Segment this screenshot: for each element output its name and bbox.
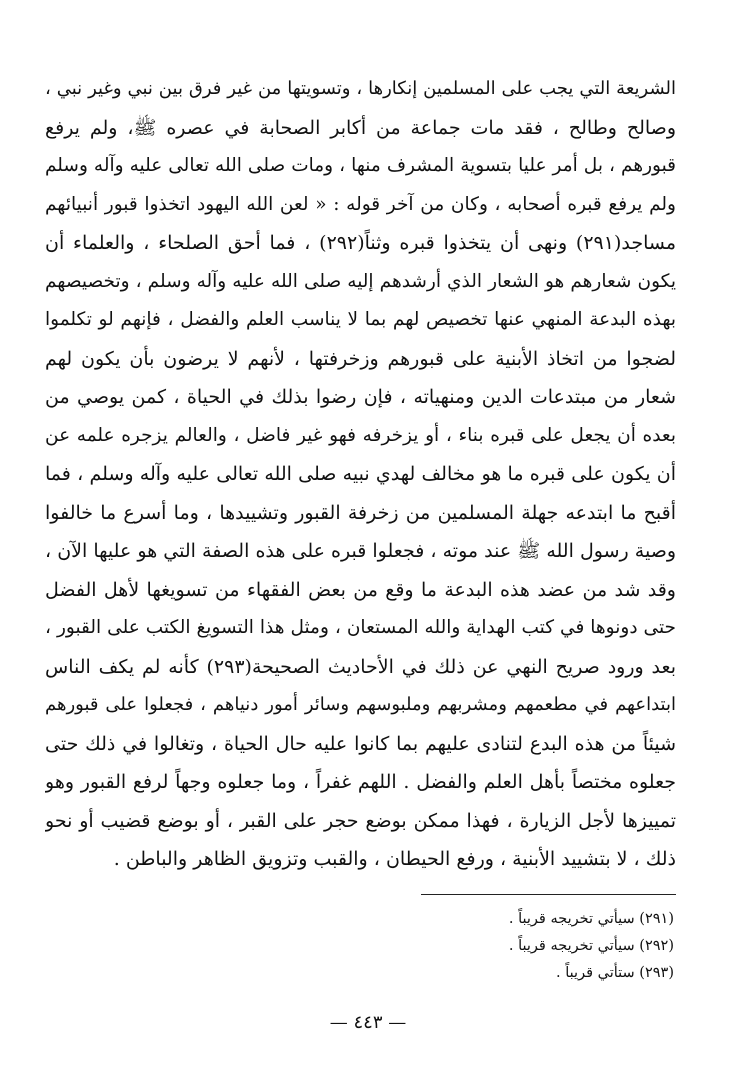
footnote-292: (٢٩٢) سيأتي تخريجه قريباً . bbox=[508, 938, 674, 954]
text-line: يكون شعارهم هو الشعار الذي أرشدهم إليه صلى الله عليه وآله وسلم ، وتخصيصهم bbox=[45, 270, 676, 292]
text-line: قبورهم ، بل أمر عليا بتسوية المشرف منها ، ومات صلى الله تعالى عليه وآله وسلم bbox=[45, 155, 676, 176]
text-line: حتى دونوها في كتب الهداية والله المستعان ، ومثل هذا التسويغ الكتب على القبور ، bbox=[45, 617, 676, 638]
footnote-separator bbox=[421, 894, 676, 895]
text-line: الشريعة التي يجب على المسلمين إنكارها ، وتسويتها من غير فرق بين نبي وغير نبي ، bbox=[45, 78, 676, 99]
text-line: أقبح ما ابتدعه جهلة المسلمين من زخرفة القبور وتشييدها ، وما أسرع ما خالفوا bbox=[45, 501, 676, 524]
footnote-293: (٢٩٣) ستأتي قريباً . bbox=[556, 965, 674, 981]
text-line: بعد ورود صريح النهي عن ذلك في الأحاديث الصحيحة(٢٩٣) كأنه لم يكف الناس bbox=[45, 655, 676, 678]
text-line: تمييزها لأجل الزيارة ، فهذا ممكن بوضع حجر على القبر ، أو بوضع قضيب أو نحو bbox=[45, 809, 676, 832]
text-line: وصالح وطالح ، فقد مات جماعة من أكابر الصحابة في عصره ﷺ، ولم يرفع bbox=[45, 116, 676, 139]
text-line: وقد شد من عضد هذه البدعة ما وقع من بعض الفقهاء من تسويغها لأهل الفضل bbox=[45, 578, 676, 601]
text-line: مساجد(٢٩١) ونهى أن يتخذوا قبره وثناً(٢٩٢) ، فما أحق الصلحاء ، والعلماء أن bbox=[45, 232, 676, 254]
page-number: — ٤٤٣ — bbox=[329, 1012, 407, 1033]
text-line: ابتداعهم في مطعمهم ومشربهم وملبوسهم وسائر أمور دنياهم ، فجعلوا على قبورهم bbox=[45, 694, 676, 715]
text-line: شعار من مبتدعات الدين ومنهياته ، فإن رضوا بذلك في الحياة ، كمن يوصي من bbox=[45, 386, 676, 408]
text-line: بعده أن يجعل على قبره بناء ، أو يزخرفه فهو غير فاضل ، والعالم يزجره علمه عن bbox=[45, 424, 676, 446]
footnotes-block bbox=[274, 906, 674, 987]
text-line: ولم يرفع قبره أصحابه ، وكان من آخر قوله : « لعن الله اليهود اتخذوا قبور أنبيائهم bbox=[45, 193, 676, 215]
text-line: جعلوه مختصاً بأهل العلم والفضل . اللهم غفراً ، وما جعلوه وجهاً لرفع القبور وهو bbox=[45, 771, 676, 793]
text-line: شيئاً من هذه البدع لتنادى عليهم بما كانوا عليه حال الحياة ، وتغالوا في ذلك حتى bbox=[45, 732, 676, 755]
text-line: وصية رسول الله ﷺ عند موته ، فجعلوا قبره على هذه الصفة التي هو عليها الآن ، bbox=[45, 540, 676, 562]
text-line: لضجوا من اتخاذ الأبنية على قبورهم وزخرفتها ، لأنهم لا يرضون بأن يكون لهم bbox=[45, 347, 676, 370]
main-text-block bbox=[45, 70, 676, 879]
text-line: بهذه البدعة المنهي عنها تخصيص لهم بما لا يناسب العلم والفضل ، فإنهم لو تكلموا bbox=[45, 309, 676, 330]
text-line-last: ذلك ، لا بتشييد الأبنية ، ورفع الحيطان ، والقبب وتزويق الظاهر والباطن . bbox=[113, 848, 676, 870]
text-line: أن يكون على قبره ما هو مخالف لهدي نبيه صلى الله تعالى عليه وآله وسلم ، فما bbox=[45, 463, 676, 485]
footnote-291: (٢٩١) سيأتي تخريجه قريباً . bbox=[508, 911, 674, 927]
